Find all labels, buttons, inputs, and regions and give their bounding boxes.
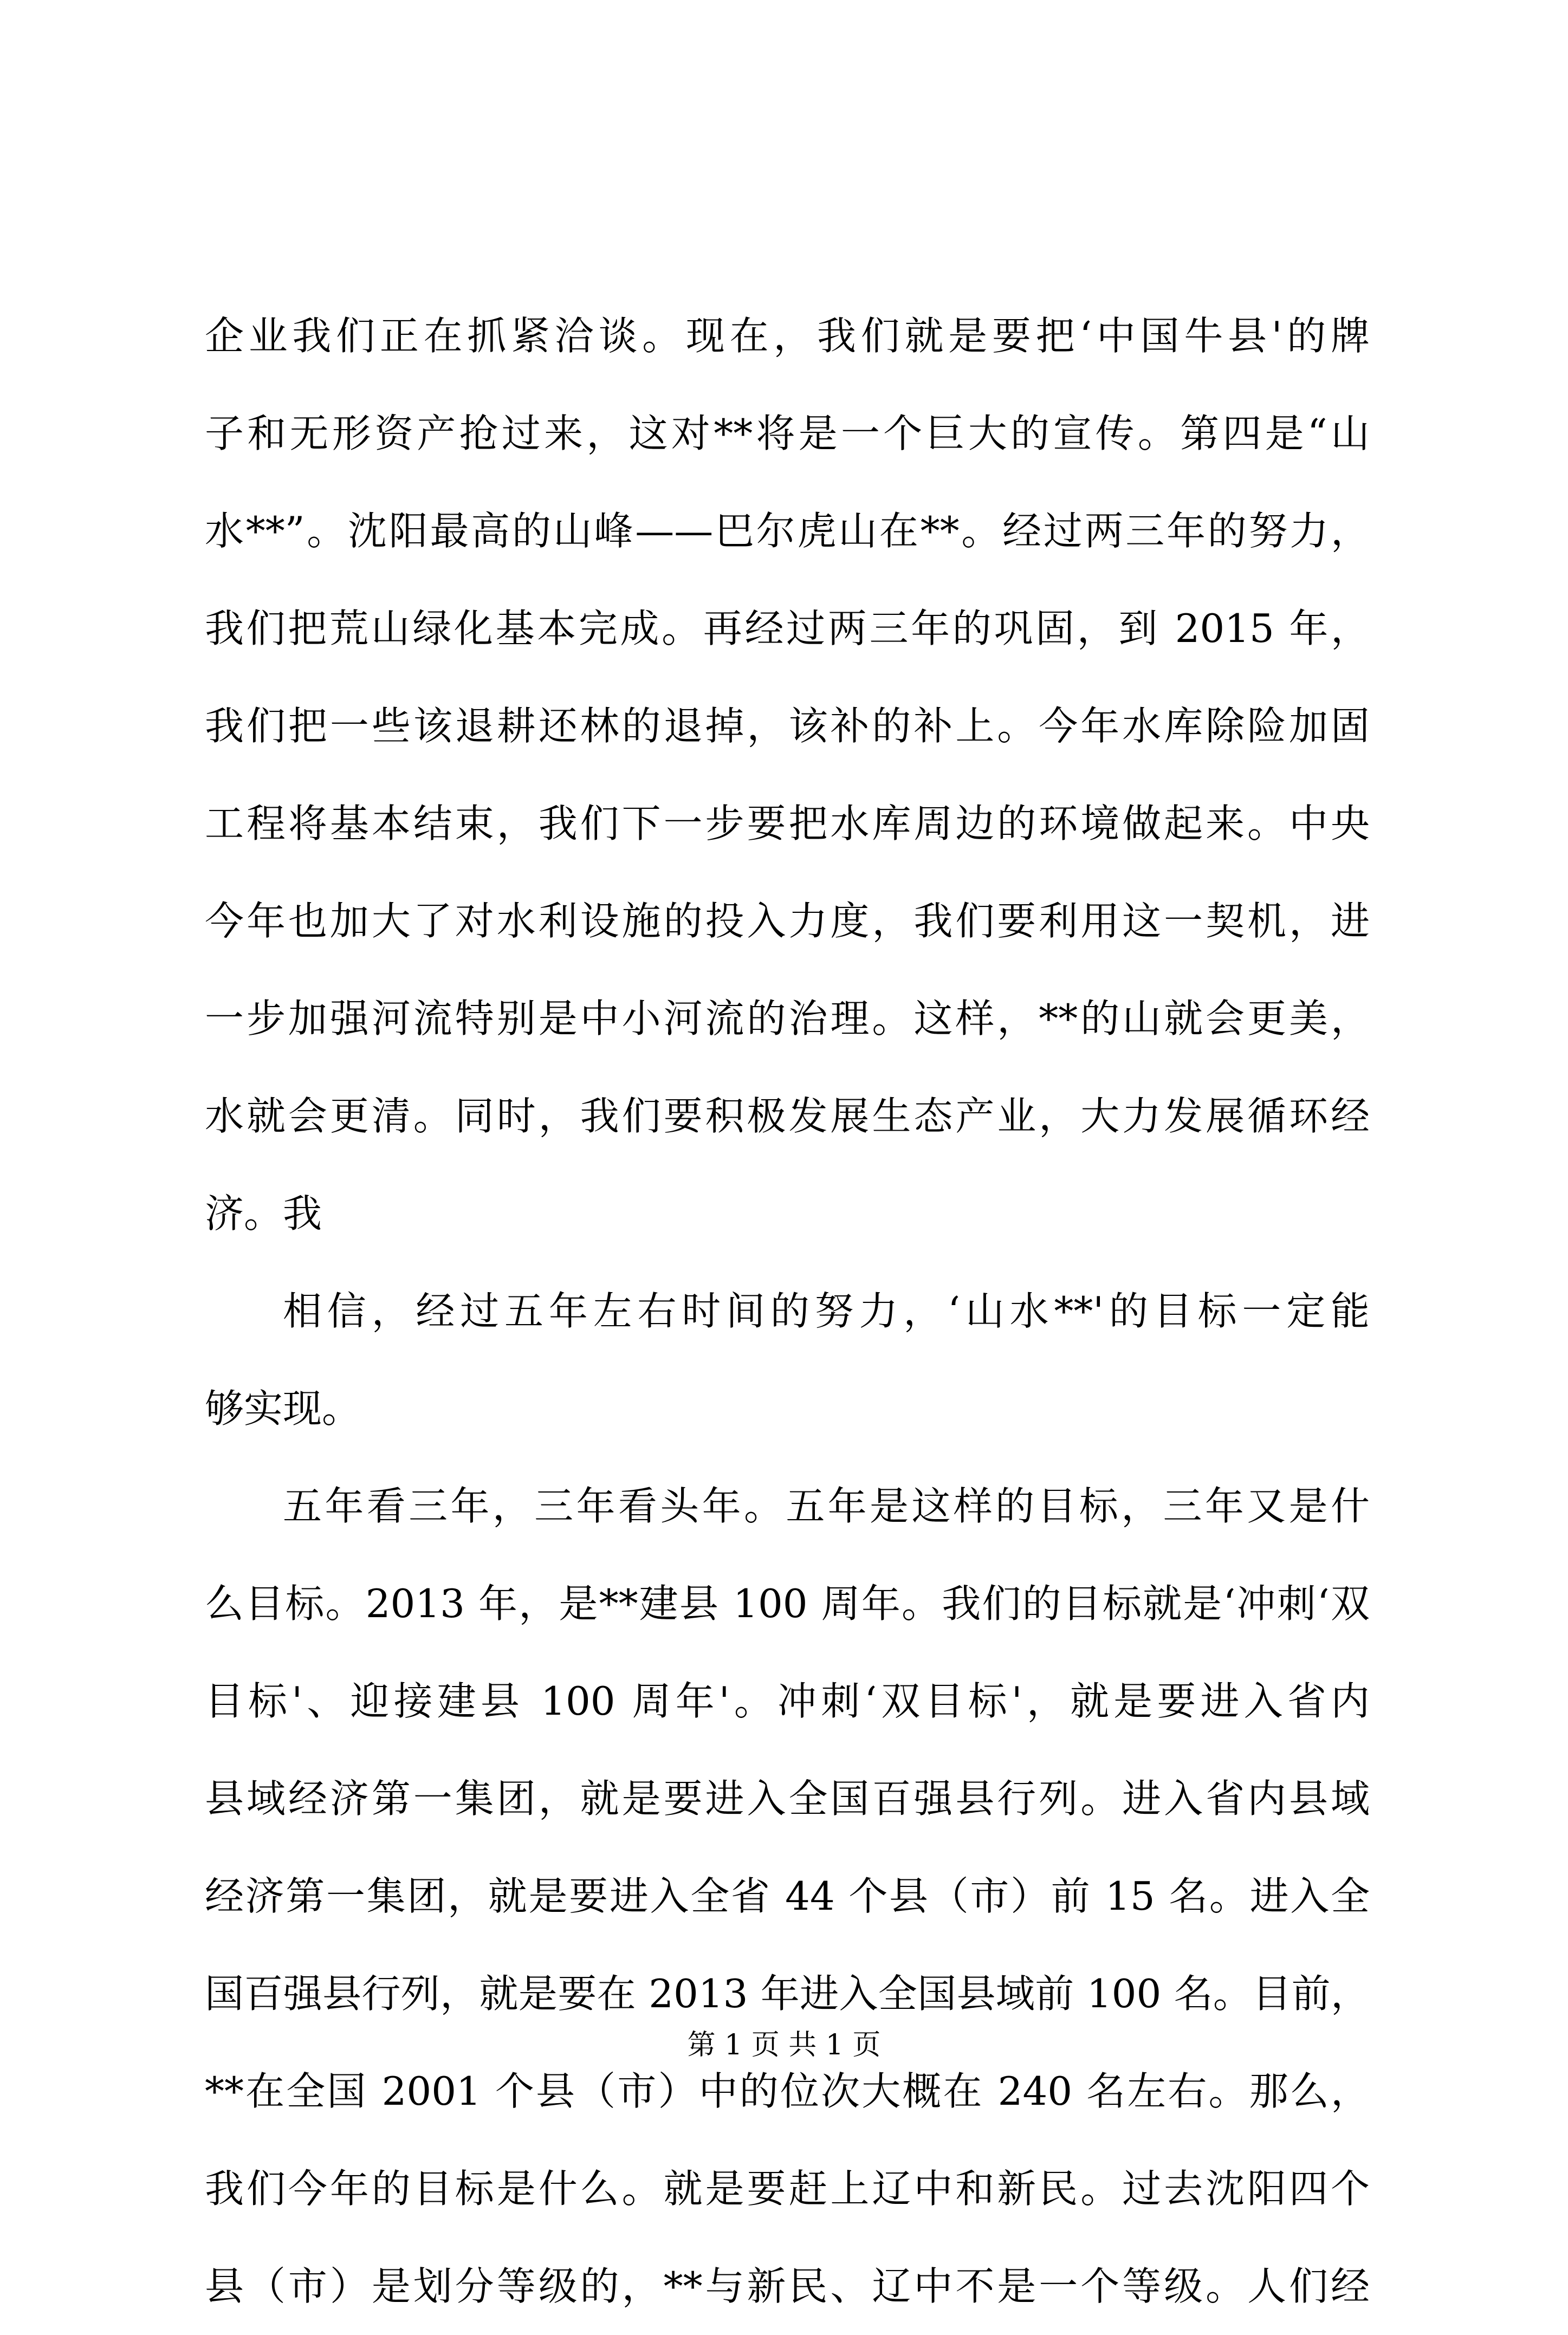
text-line: 经济第一集团，就是要进入全省 44 个县（市）前 15 名。进入全 (205, 1873, 1370, 1919)
text-line: 县（市）是划分等级的，**与新民、辽中不是一个等级。人们经 (205, 2263, 1370, 2309)
text-line: 水就会更清。同时，我们要积极发展生态产业，大力发展循环经 (205, 1093, 1370, 1139)
text-line: 水**”。沈阳最高的山峰——巴尔虎山在**。经过两三年的努力， (205, 508, 1370, 554)
text-line: 五年看三年，三年看头年。五年是这样的目标，三年又是什 (283, 1483, 1370, 1529)
text-line: 够实现。 (205, 1386, 361, 1431)
text-line: 国百强县行列，就是要在 2013 年进入全国县域前 100 名。目前， (205, 1971, 1370, 2016)
text-line: 工程将基本结束，我们下一步要把水库周边的环境做起来。中央 (205, 801, 1370, 846)
text-line: 我们今年的目标是什么。就是要赶上辽中和新民。过去沈阳四个 (205, 2166, 1370, 2211)
page-footer: 第 1 页 共 1 页 (687, 2029, 881, 2061)
text-line: 一步加强河流特别是中小河流的治理。这样，**的山就会更美， (205, 996, 1370, 1041)
text-line: 企业我们正在抓紧洽谈。现在，我们就是要把‘中国牛县'的牌 (205, 313, 1370, 359)
text-line: 么目标。2013 年，是**建县 100 周年。我们的目标就是‘冲刺‘双 (205, 1581, 1370, 1626)
text-line: 县域经济第一集团，就是要进入全国百强县行列。进入省内县域 (205, 1776, 1370, 1821)
text-line: 目标'、迎接建县 100 周年'。冲刺‘双目标'，就是要进入省内 (205, 1678, 1370, 1724)
text-line: 济。我 (205, 1191, 322, 1236)
text-line: 相信，经过五年左右时间的努力，‘山水**'的目标一定能 (283, 1288, 1370, 1334)
text-line: **在全国 2001 个县（市）中的位次大概在 240 名左右。那么， (205, 2068, 1370, 2114)
text-line: 今年也加大了对水利设施的投入力度，我们要利用这一契机，进 (205, 898, 1370, 944)
text-line: 子和无形资产抢过来，这对**将是一个巨大的宣传。第四是“山 (205, 411, 1370, 456)
text-line: 我们把一些该退耕还林的退掉，该补的补上。今年水库除险加固 (205, 703, 1370, 749)
text-line: 我们把荒山绿化基本完成。再经过两三年的巩固，到 2015 年， (205, 606, 1370, 651)
